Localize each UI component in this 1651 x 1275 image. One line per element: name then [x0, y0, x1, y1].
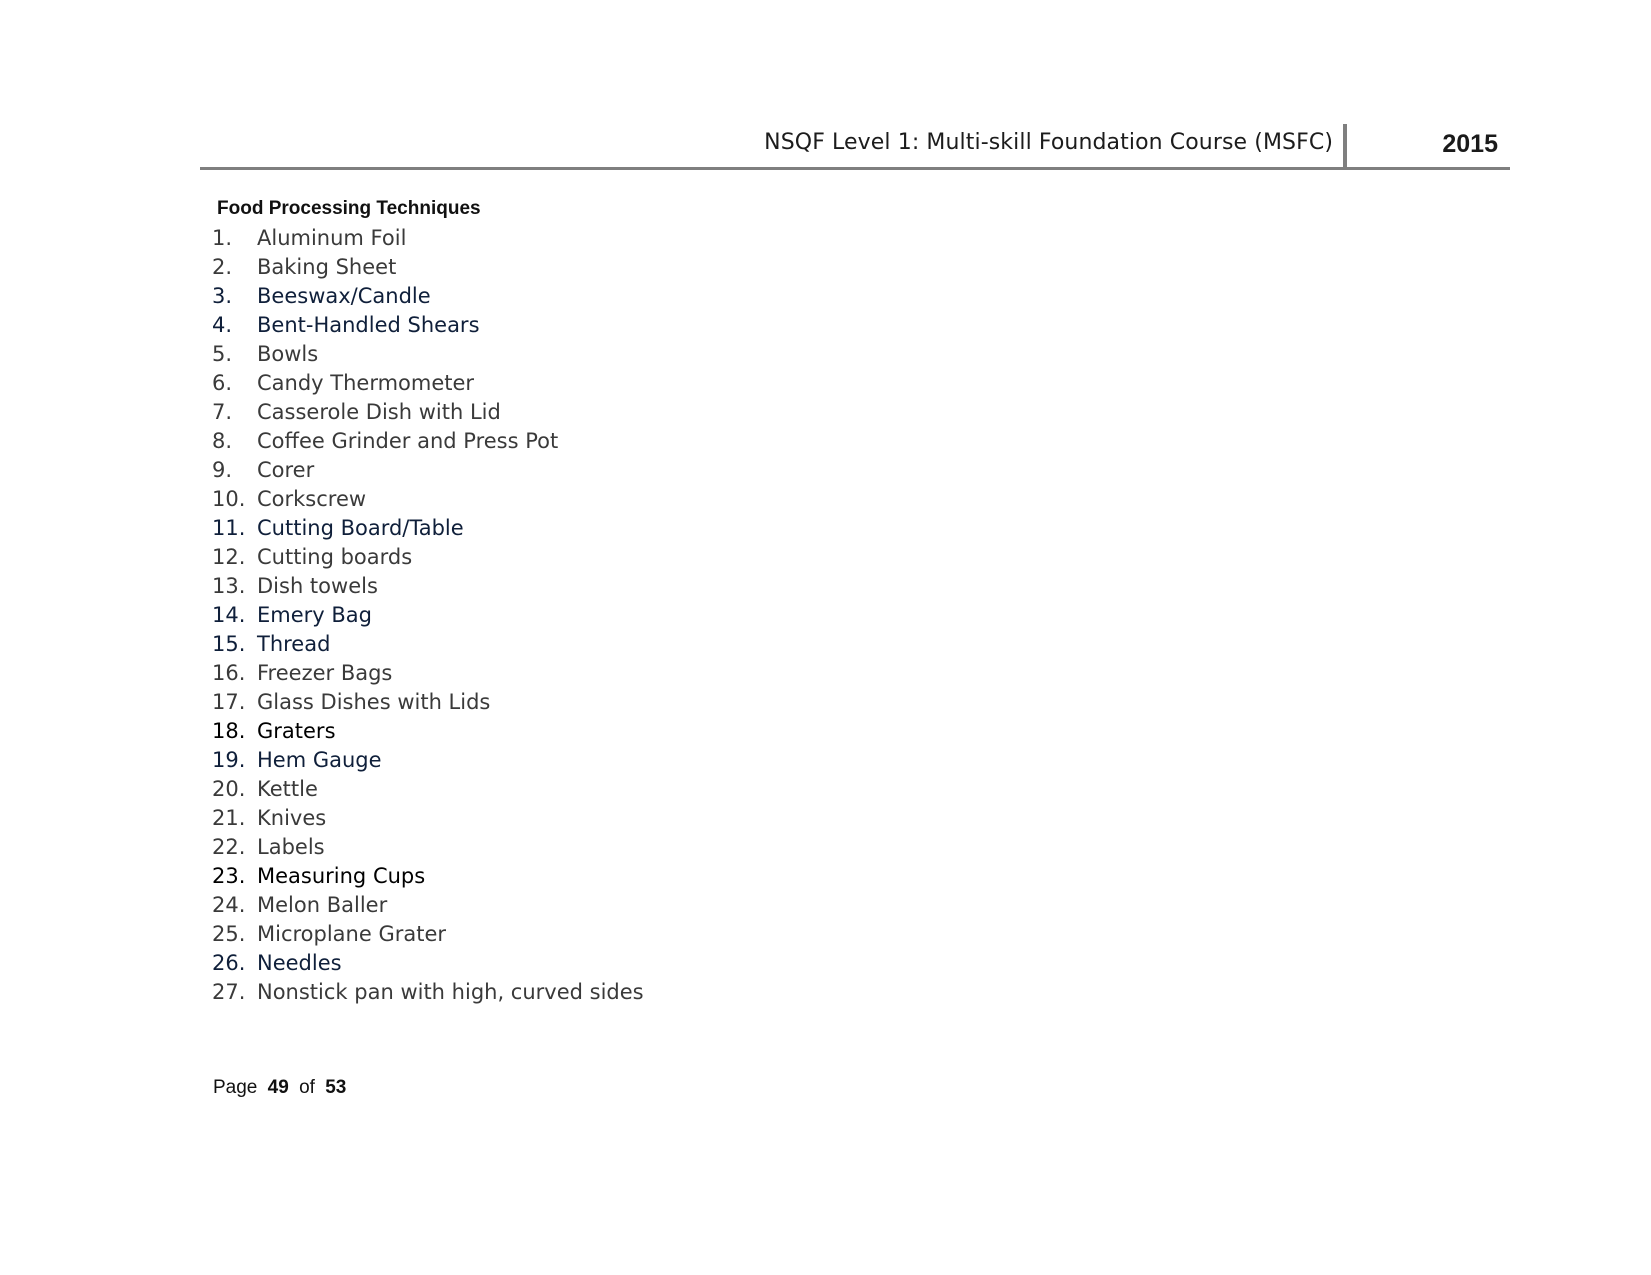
list-item-text: Kettle [257, 777, 318, 801]
list-item-number: 26. [212, 951, 246, 975]
list-item-text: Bowls [257, 342, 319, 366]
list-item-number: 13. [212, 574, 246, 598]
list-item-text: Baking Sheet [257, 255, 397, 279]
list-item-number: 18. [212, 719, 246, 743]
list-item [212, 543, 644, 572]
list-item [212, 427, 644, 456]
list-item [212, 891, 644, 920]
list-item-number: 20. [212, 777, 246, 801]
list-item [212, 659, 644, 688]
list-item [212, 717, 644, 746]
list-item-number: 22. [212, 835, 246, 859]
list-item-text: Dish towels [257, 574, 378, 598]
list-item [212, 485, 644, 514]
list-item-text: Glass Dishes with Lids [257, 690, 491, 714]
list-item [212, 920, 644, 949]
list-item-text: Knives [257, 806, 327, 830]
list-item-text: Needles [257, 951, 342, 975]
list-item [212, 282, 644, 311]
list-item [212, 775, 644, 804]
list-item-number: 15. [212, 632, 246, 656]
list-item-number: 3. [212, 284, 233, 308]
list-item-text: Corkscrew [257, 487, 367, 511]
list-item-number: 1. [212, 226, 233, 250]
list-item-text: Labels [257, 835, 325, 859]
header-divider [1343, 124, 1347, 168]
list-item-number: 21. [212, 806, 246, 830]
list-item-number: 11. [212, 516, 246, 540]
list-item-text: Corer [257, 458, 315, 482]
footer-total-pages: 53 [325, 1077, 347, 1098]
list-item-number: 5. [212, 342, 233, 366]
list-item-number: 27. [212, 980, 246, 1004]
list-item-text: Beeswax/Candle [257, 284, 431, 308]
list-item [212, 514, 644, 543]
list-item-text: Cutting boards [257, 545, 413, 569]
list-item [212, 456, 644, 485]
list-item [212, 949, 644, 978]
list-item-number: 17. [212, 690, 246, 714]
list-item-number: 10. [212, 487, 246, 511]
list-item-text: Microplane Grater [257, 922, 447, 946]
list-item-number: 23. [212, 864, 246, 888]
list-item-text: Melon Baller [257, 893, 388, 917]
list-item-number: 6. [212, 371, 233, 395]
list-item [212, 601, 644, 630]
list-item-text: Emery Bag [257, 603, 372, 627]
list-item-text: Candy Thermometer [257, 371, 475, 395]
list-item [212, 224, 644, 253]
list-item-text: Cutting Board/Table [257, 516, 464, 540]
list-item-text: Casserole Dish with Lid [257, 400, 501, 424]
footer-current-page: 49 [267, 1077, 289, 1098]
list-item [212, 804, 644, 833]
list-item [212, 746, 644, 775]
list-item-number: 7. [212, 400, 233, 424]
list-item [212, 340, 644, 369]
list-item-text: Hem Gauge [257, 748, 382, 772]
list-item [212, 253, 644, 282]
footer-of-word: of [299, 1077, 315, 1098]
list-item [212, 572, 644, 601]
equipment-list [212, 224, 644, 1007]
section-title: Food Processing Techniques [217, 198, 481, 219]
page-header [200, 124, 1510, 170]
list-item-number: 9. [212, 458, 233, 482]
list-item-text: Nonstick pan with high, curved sides [257, 980, 644, 1004]
list-item-text: Bent-Handled Shears [257, 313, 480, 337]
list-item [212, 978, 644, 1007]
list-item-number: 12. [212, 545, 246, 569]
list-item [212, 862, 644, 891]
list-item [212, 311, 644, 340]
list-item-text: Thread [257, 632, 331, 656]
list-item-text: Coffee Grinder and Press Pot [257, 429, 559, 453]
list-item-number: 25. [212, 922, 246, 946]
header-title: NSQF Level 1: Multi-skill Foundation Course (MSFC) [764, 130, 1333, 155]
list-item-text: Freezer Bags [257, 661, 393, 685]
list-item-number: 4. [212, 313, 233, 337]
list-item-text: Aluminum Foil [257, 226, 407, 250]
list-item-number: 14. [212, 603, 246, 627]
header-year: 2015 [1442, 130, 1498, 158]
list-item [212, 688, 644, 717]
header-rule [200, 167, 1510, 170]
list-item-number: 24. [212, 893, 246, 917]
list-item [212, 833, 644, 862]
list-item [212, 398, 644, 427]
footer-page-word: Page [213, 1077, 258, 1098]
page-footer [213, 1077, 346, 1099]
list-item-text: Measuring Cups [257, 864, 426, 888]
list-item-text: Graters [257, 719, 336, 743]
list-item-number: 8. [212, 429, 233, 453]
list-item-number: 16. [212, 661, 246, 685]
list-item-number: 2. [212, 255, 233, 279]
list-item [212, 630, 644, 659]
list-item [212, 369, 644, 398]
list-item-number: 19. [212, 748, 246, 772]
